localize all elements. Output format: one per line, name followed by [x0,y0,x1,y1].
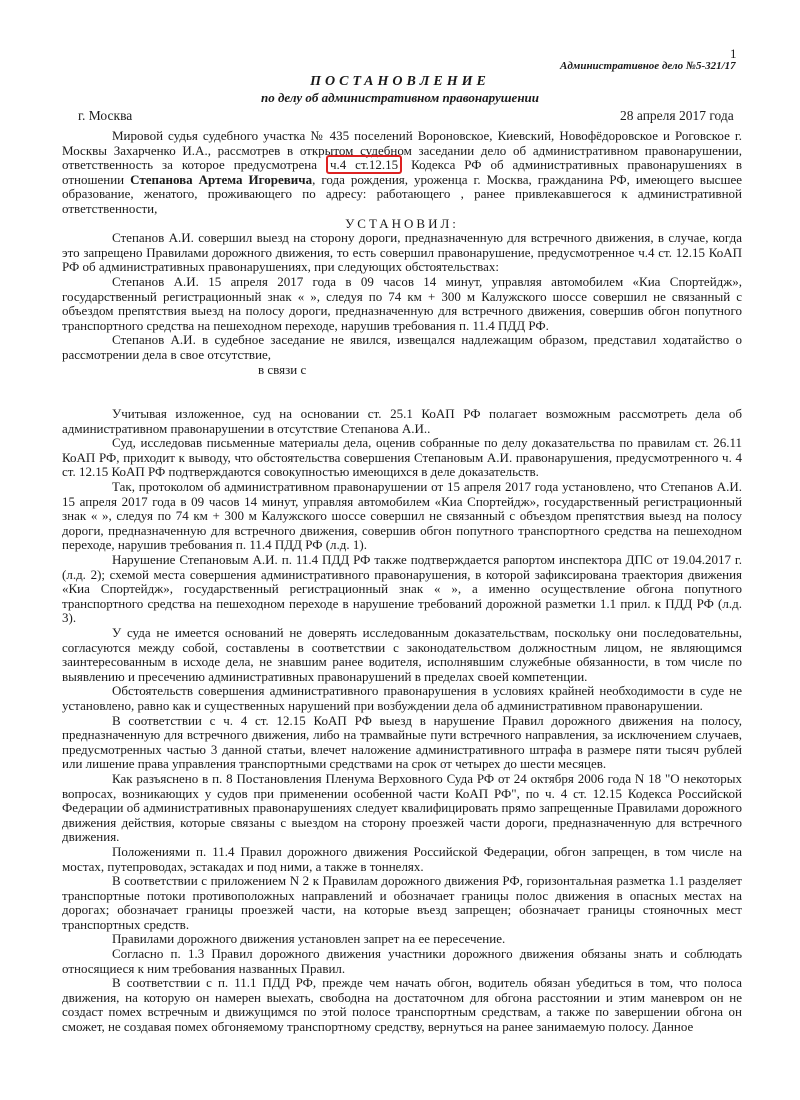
document-title: ПОСТАНОВЛЕНИЕ [310,74,490,89]
intro-text-2: Кодекса РФ об административных правонарушениях в отношении [62,157,743,187]
paragraph: Согласно п. 1.3 Правил дорожного движения участники дорожного движения обязаны знать и соблюдать относящиеся к ним требования названных Правил. [62,946,742,976]
intro-paragraph [62,129,742,217]
paragraph: Правилами дорожного движения установлен запрет на ее пересечение. [112,931,506,947]
paragraph: В соответствии с п. 11.1 ПДД РФ, прежде чем начать обгон, водитель обязан убедиться в том, что полоса движения, на которую он намерен выехать, свободна на достаточном для обгона расстоянии и этим маневром он не создаст помех встречным и движущимся по этой полосе транспортным средствам, а также по завершении обгона он сможет, не создавая помех обгоняемому транспортному средству, вернуться на ранее занимаемую полосу. Данное [62,975,742,1035]
intro-text-3: , года рождения, уроженца г. Москва, гражданина РФ, имеющего высшее образование, женатого, проживающего по адресу: работающего , ранее привлекавшегося к административной ответственности, [62,171,742,216]
redacted-gap [62,377,742,407]
paragraph-fragment: в связи с [258,361,307,377]
case-number: Административное дело №5-321/17 [560,60,736,72]
paragraph: Так, протоколом об административном правонарушении от 15 апреля 2017 года установлено, что Степанов А.И. 15 апреля 2017 года в 09 часов 14 минут, управляя автомобилем «Киа Спортейдж», государственный регистрационный знак « », следуя по 74 км + 300 м Калужского шоссе совершил не связанный с объездом препятствия выезд на полосу дороги, предназначенную для встречного движения, совершив обгон попутного транспортного средства на пешеходном переходе, нарушив требования п. 11.4 ПДД РФ (л.д. 1). [62,479,742,553]
paragraph: В соответствии с приложением N 2 к Правилам дорожного движения РФ, горизонтальная разметка 1.1 разделяет транспортные потоки противоположных направлений и обозначает границы полос движения в опасных местах на дорогах; обозначает границы проезжей части, на которые въезд запрещен; обозначает границы стояночных мест транспортных средств. [62,873,742,932]
paragraphs-b [62,407,742,1035]
intro-text-1: Мировой судья судебного участка № 435 поселений Вороновское, Киевский, Новофёдоровское и Роговское г. Москвы Захарченко И.А., рассмотрев в открытом судебном заседании дело об административном правонарушении, ответственность за которое предусмотрена [62,128,742,173]
document-date: 28 апреля 2017 года [620,108,734,123]
paragraph: Степанов А.И. в судебное заседание не явился, извещался надлежащим образом, представил ходатайство о рассмотрении дела в свое отсутствие, [62,332,742,362]
paragraph: В соответствии с ч. 4 ст. 12.15 КоАП РФ выезд в нарушение Правил дорожного движения на полосу, предназначенную для встречного движения, либо на трамвайные пути встречного направления, за исключением случаев, предусмотренных частью 3 данной статьи, влечет наложение административного штрафа в размере пяти тысяч рублей или лишение права управления транспортными средствами на срок от четырех до шести месяцев. [62,712,742,772]
ustanovil-heading: УСТАНОВИЛ: [345,215,459,231]
paragraph: У суда не имеется оснований не доверять исследованным доказательствам, поскольку они последовательны, согласуются между собой, составлены в соответствии с законодательством должностным лицом, не являющимся заинтересованным в исходе дела, не знавшим ранее водителя, исполнявшим служебные обязанности, в том числе по выявлению и пресечению административных правонарушений в пределах своей компетенции. [62,625,742,684]
paragraph: Степанов А.И. 15 апреля 2017 года в 09 часов 14 минут, управляя автомобилем «Киа Спортейдж», государственный регистрационный знак « », следуя по 74 км + 300 м Калужского шоссе совершил не связанный с объездом препятствия выезд на полосу дороги, предназначенную для встречного движения, совершив обгон попутного транспортного средства на пешеходном переходе, нарушив требования п. 11.4 ПДД РФ. [62,273,742,333]
paragraph: Степанов А.И. совершил выезд на сторону дороги, предназначенную для встречного движения, в случае, когда это запрещено Правилами дорожного движения, то есть совершил правонарушение, предусмотренное ч.4 ст. 12.15 КоАП РФ об административных правонарушениях, при следующих обстоятельствах: [62,230,742,275]
paragraph: Положениями п. 11.4 Правил дорожного движения Российской Федерации, обгон запрещен, в том числе на мостах, путепроводах, эстакадах и под ними, а также в тоннелях. [62,843,742,874]
paragraph: Суд, исследовав письменные материалы дела, оценив собранные по делу доказательства по правилам ст. 26.11 КоАП РФ, приходит к выводу, что обстоятельства совершения Степановым А.И. правонарушения, предусмотренного ч. 4 ст. 12.15 КоАП РФ подтверждаются совокупностью имеющихся в деле доказательств. [62,435,742,480]
paragraph: Учитывая изложенное, суд на основании ст. 25.1 КоАП РФ полагает возможным рассмотреть дела об административном правонарушении в отсутствие Степанова А.И.. [62,406,742,436]
document-body [62,129,742,1035]
page-number: 1 [730,46,737,61]
paragraph: Как разъяснено в п. 8 Постановления Пленума Верховного Суда РФ от 24 октября 2006 года N 18 "О некоторых вопросах, возникающих у судов при применении особенной части КоАП РФ", по ч. 4 ст. 12.15 Кодекса Российской Федерации об административных правонарушениях следует квалифицировать прямо запрещенные Правилами дорожного движения действия, которые связаны с выездом на сторону проезжей части дороги, предназначенную для встречного движения. [62,770,742,845]
city: г. Москва [78,108,133,123]
document-subtitle: по делу об административном правонарушении [260,90,540,105]
paragraph: Нарушение Степановым А.И. п. 11.4 ПДД РФ также подтверждается рапортом инспектора ДПС от 19.04.2017 г. (л.д. 2); схемой места совершения административного правонарушения, в которой зафиксирована траектория движения «Киа Спортейдж», государственный регистрационный знак « », а именно осуществление обгона попутного транспортного средства на пешеходном переходе в нарушение требований дорожной разметки 1.1 прил. к ПДД РФ (л.д. 3). [62,552,742,626]
defendant-name: Степанова Артема Игоревича [130,171,313,187]
paragraph: Обстоятельств совершения административного правонарушения в условиях крайней необходимости в суде не установлено, равно как и существенных нарушений при возбуждении дела об административном правонарушении. [62,683,742,713]
article-highlight: ч.4 ст.12.15 [326,155,402,174]
